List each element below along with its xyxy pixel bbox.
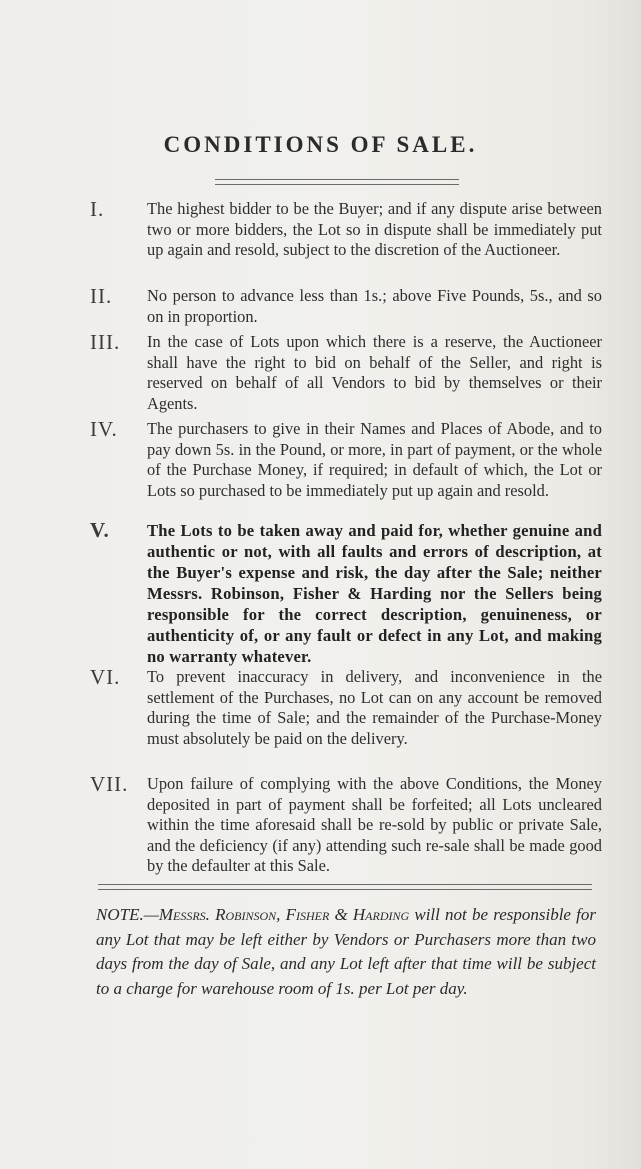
condition-numeral: VII. — [90, 772, 129, 796]
condition-numeral: III. — [90, 330, 121, 354]
condition-numeral: V. — [90, 518, 110, 542]
title-divider — [215, 179, 459, 185]
condition-numeral: I. — [90, 197, 105, 221]
condition-text: No person to advance less than 1s.; above Five Pounds, 5s., and so on in proportion. — [147, 286, 602, 326]
condition-numeral: VI. — [90, 665, 121, 689]
note-text: will not be responsible for any Lot that may be left either by Vendors or Purchasers more than two days from the day of Sale, and any Lot left after that time will be subject to a charge for warehouse room of 1s. per Lot per day. — [96, 905, 596, 998]
condition-text: The Lots to be taken away and paid for, whether genuine and authentic or not, with all faults and errors of description, at the Buyer's expense and risk, the day after the Sale; neither Messrs. Robinson, Fisher & Harding nor the Sellers being responsible for the correct description, genuineness, or authenticity of, or any fault or defect in any Lot, and making no warranty whatever. — [147, 521, 602, 666]
footer-note — [96, 903, 596, 1001]
condition-text: The highest bidder to be the Buyer; and if any dispute arise between two or more bidders, the Lot so in dispute shall be immediately put up again and resold, subject to the discretion of the Auctioneer. — [147, 199, 602, 259]
condition-text: Upon failure of complying with the above Conditions, the Money deposited in part of payment shall be forfeited; all Lots uncleared within the time aforesaid shall be re-sold by public or private Sale, and the deficiency (if any) attending such re-sale shall be made good by the defaulter at this Sale. — [147, 774, 602, 875]
condition-text: To prevent inaccuracy in delivery, and inconvenience in the settlement of the Purchases, no Lot can on any account be removed during the time of Sale; and the remainder of the Purchase-Money must absolutely be paid on the delivery. — [147, 667, 602, 748]
condition-text: The purchasers to give in their Names and Places of Abode, and to pay down 5s. in the Pound, or more, in part of payment, or the whole of the Purchase Money, if required; in default of which, the Lot or Lots so purchased to be immediately put up again and resold. — [147, 419, 602, 500]
condition-numeral: IV. — [90, 417, 118, 441]
condition-numeral: II. — [90, 284, 113, 308]
section-divider — [98, 884, 592, 890]
page-title: CONDITIONS OF SALE. — [163, 132, 478, 157]
condition-text: In the case of Lots upon which there is a reserve, the Auctioneer shall have the right to bid on behalf of the Seller, and right is reserved on behalf of all Vendors to bid by themselves or their Agents. — [147, 332, 602, 413]
note-lead: NOTE.— — [96, 905, 159, 924]
note-firm: Messrs. Robinson, Fisher & Harding — [158, 905, 410, 924]
